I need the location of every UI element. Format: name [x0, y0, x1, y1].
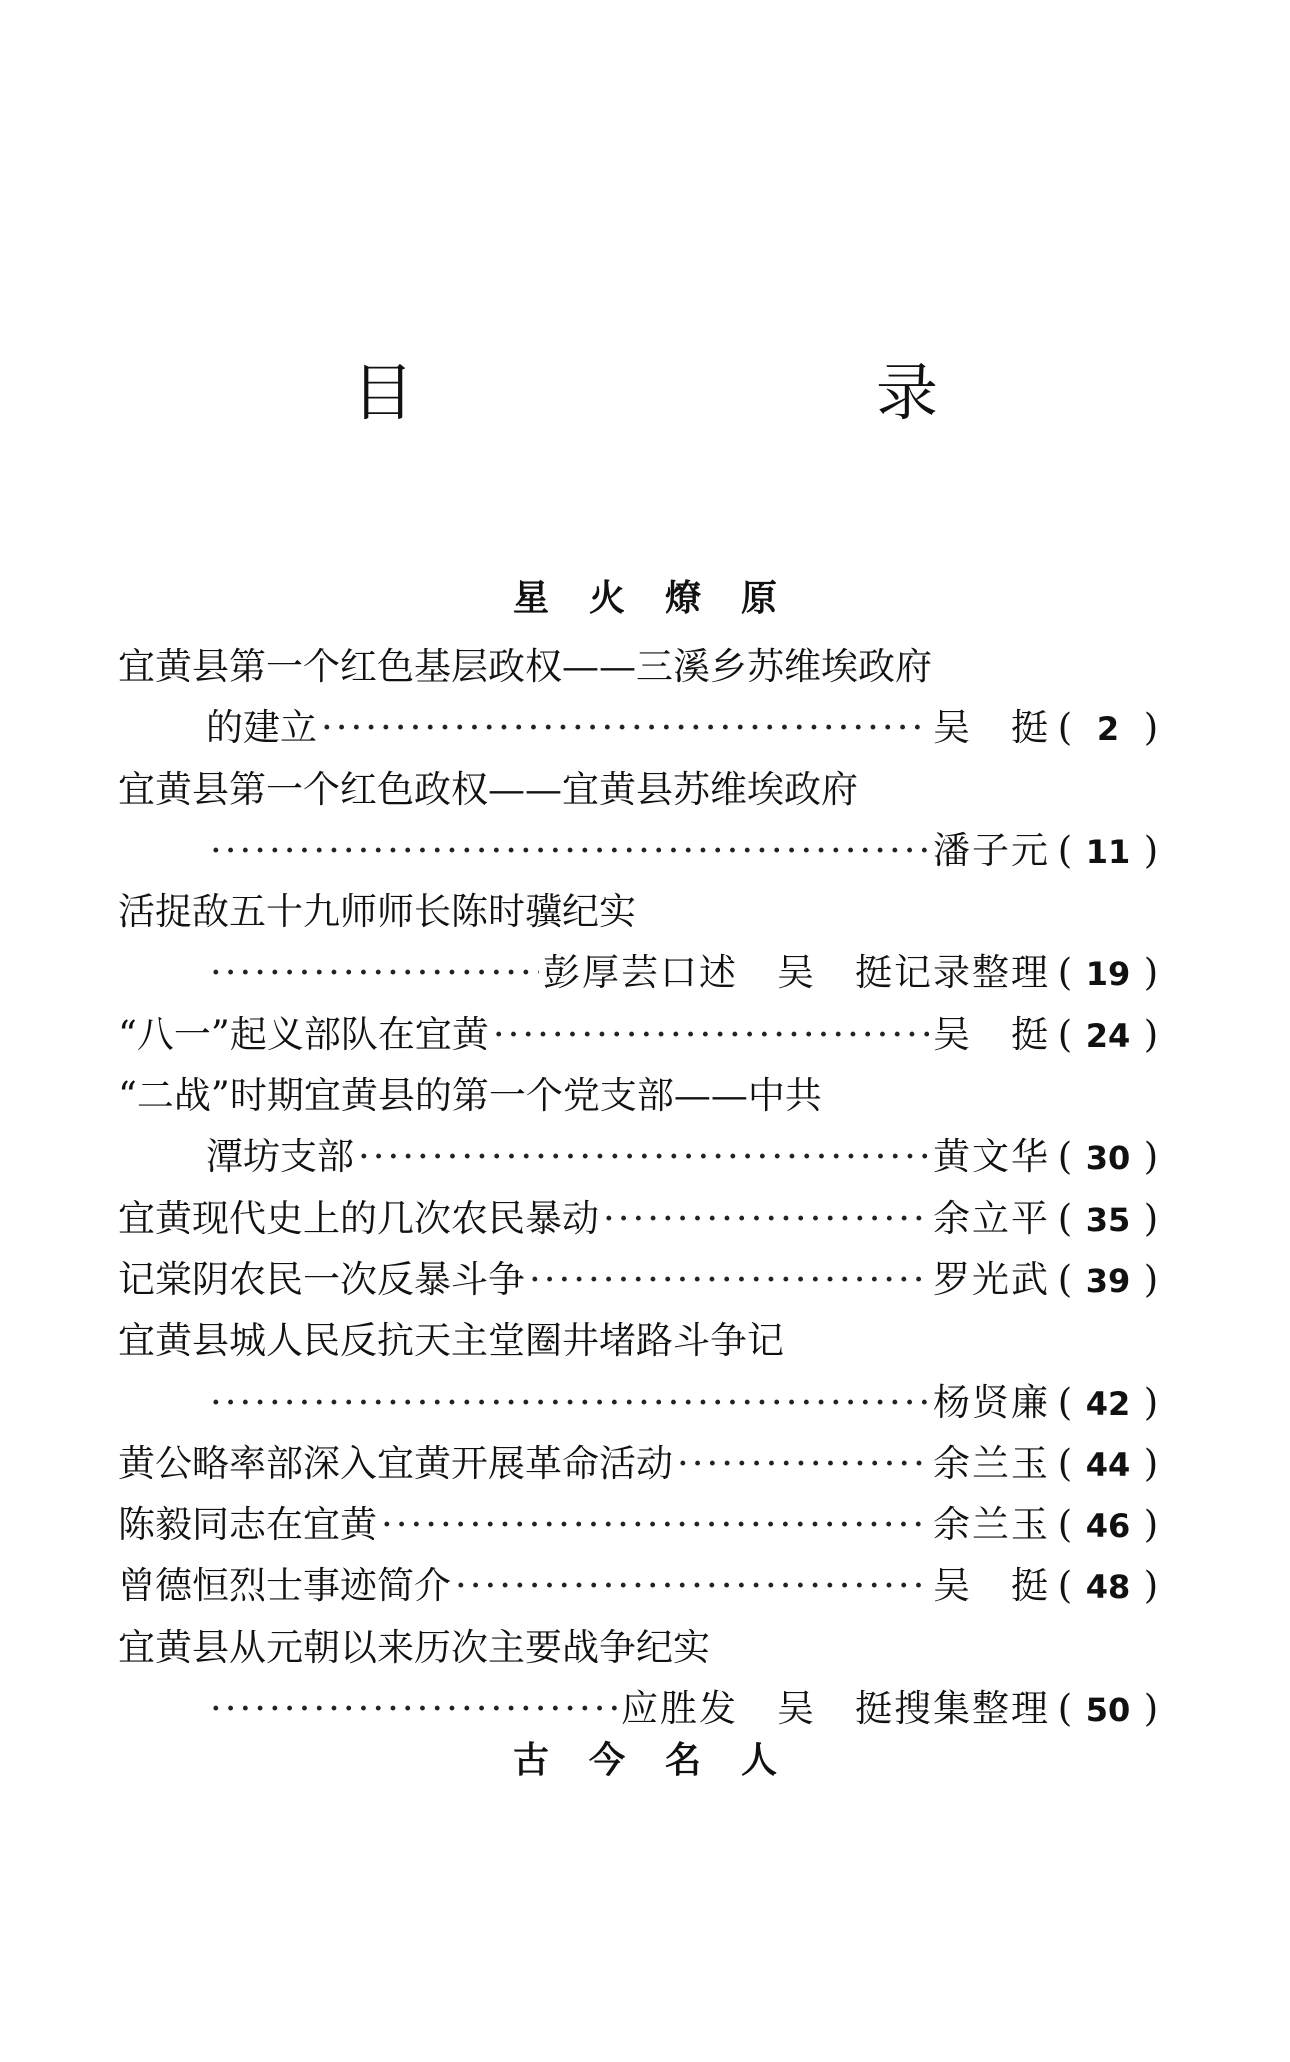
toc-entry-author: 罗光武 [933, 1257, 1050, 1301]
toc-entry-page: ( 2 ) [1057, 706, 1159, 750]
dot-leader [210, 820, 929, 881]
dot-leader [603, 1188, 929, 1249]
toc-entry-title: 陈毅同志在宜黄 [118, 1503, 377, 1547]
toc-entry [118, 1494, 1170, 1555]
toc-entry [118, 942, 1170, 1003]
toc-entry-title: 宜黄县城人民反抗天主堂圈井堵路斗争记 [118, 1319, 784, 1363]
toc-entry-page: ( 46 ) [1057, 1503, 1159, 1547]
toc-entry-author: 吴 挺 [933, 1012, 1050, 1056]
toc-entry-title: 活捉敌五十九师师长陈时骥纪实 [118, 890, 636, 934]
toc-entry-title: 宜黄现代史上的几次农民暴动 [118, 1196, 599, 1240]
toc-entry-title: 记棠阴农民一次反暴斗争 [118, 1257, 525, 1301]
toc-entry [118, 820, 1170, 881]
toc-entry-title: “八一”起义部队在宜黄 [118, 1012, 489, 1056]
toc-entry-page: ( 42 ) [1057, 1380, 1159, 1424]
toc-entry-title: 曾德恒烈士事迹简介 [118, 1564, 451, 1608]
toc-entry-author: 应胜发 吴 挺搜集整理 [621, 1687, 1050, 1731]
toc-entry [118, 697, 1170, 758]
toc-entry-page: ( 19 ) [1057, 951, 1159, 995]
section-heading-gujin: 古今名人 [512, 1739, 817, 1781]
toc-entry-author: 余兰玉 [933, 1441, 1050, 1485]
toc-entry-author: 杨贤廉 [933, 1380, 1050, 1424]
toc-entry-title: 宜黄县第一个红色政权——宜黄县苏维埃政府 [118, 767, 858, 811]
toc-entry-page: ( 35 ) [1057, 1196, 1159, 1240]
toc-entry-page: ( 50 ) [1057, 1687, 1159, 1731]
dot-leader [493, 1004, 929, 1065]
toc-entry-author: 余立平 [933, 1196, 1050, 1240]
toc-entry [118, 1433, 1170, 1494]
dot-leader [677, 1433, 929, 1494]
dot-leader [210, 1678, 617, 1739]
toc-entry-title: 黄公略率部深入宜黄开展革命活动 [118, 1441, 673, 1485]
toc-entry-title-cont: 潭坊支部 [206, 1135, 354, 1179]
toc-entry [118, 1678, 1170, 1739]
toc-entry-page: ( 48 ) [1057, 1564, 1159, 1608]
toc-entry-page: ( 11 ) [1057, 828, 1159, 872]
toc-entry-page: ( 24 ) [1057, 1012, 1159, 1056]
dot-leader [210, 1372, 929, 1433]
toc-list [118, 636, 1170, 1739]
toc-entry [118, 1188, 1170, 1249]
toc-entry-title: “二战”时期宜黄县的第一个党支部——中共 [118, 1074, 822, 1118]
toc-entry-author: 黄文华 [933, 1135, 1050, 1179]
toc-entry [118, 1126, 1170, 1187]
toc-entry-page: ( 44 ) [1057, 1441, 1159, 1485]
toc-entry-author: 潘子元 [933, 828, 1050, 872]
toc-entry-author: 彭厚芸口述 吴 挺记录整理 [543, 951, 1050, 995]
dot-leader [455, 1555, 929, 1616]
toc-entry-author: 吴 挺 [933, 1564, 1050, 1608]
toc-entry [118, 1004, 1170, 1065]
page-title: 目 录 [351, 356, 1138, 429]
section-heading-xinghuo: 星火燎原 [512, 577, 817, 619]
toc-entry-page: ( 39 ) [1057, 1257, 1159, 1301]
toc-entry-author: 吴 挺 [933, 706, 1050, 750]
dot-leader [358, 1126, 929, 1187]
toc-entry-title-cont: 的建立 [206, 706, 317, 750]
dot-leader [210, 942, 539, 1003]
toc-entry-title: 宜黄县从元朝以来历次主要战争纪实 [118, 1625, 710, 1669]
toc-entry [118, 1555, 1170, 1616]
toc-entry-title: 宜黄县第一个红色基层政权——三溪乡苏维埃政府 [118, 645, 932, 688]
dot-leader [321, 697, 929, 758]
toc-entry [118, 1372, 1170, 1433]
toc-entry-page: ( 30 ) [1057, 1135, 1159, 1179]
dot-leader [529, 1249, 929, 1310]
toc-entry [118, 1249, 1170, 1310]
toc-entry-author: 余兰玉 [933, 1503, 1050, 1547]
dot-leader [381, 1494, 929, 1555]
